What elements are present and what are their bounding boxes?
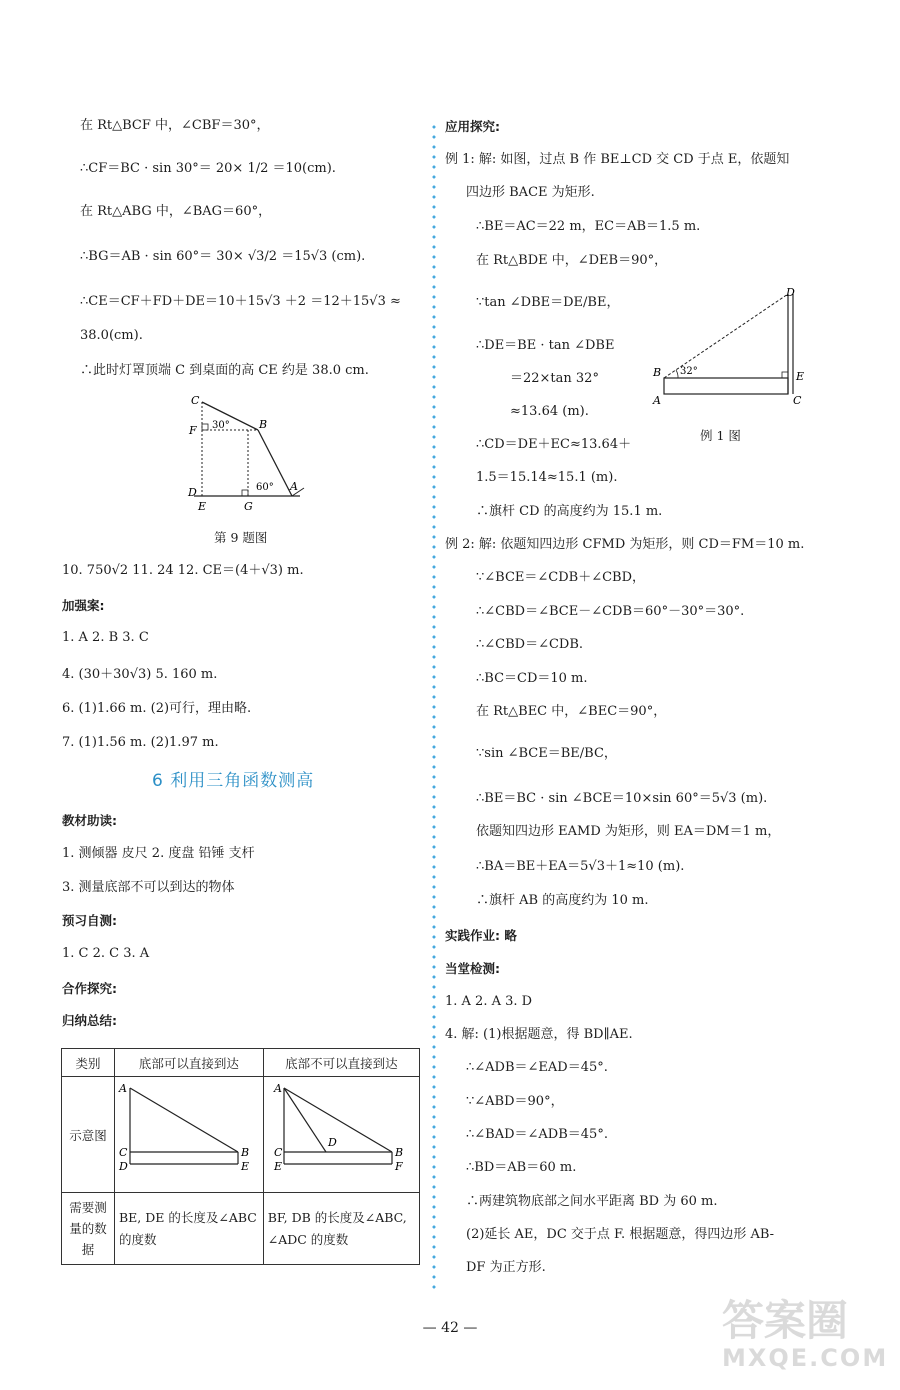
jqa-title: 加强案: bbox=[62, 598, 105, 613]
example-1-figure bbox=[648, 282, 813, 412]
dtjc-line-1: 1. A 2. A 3. D bbox=[445, 994, 533, 1009]
ex2-line-7: ∵sin ∠BCE＝BE/BC， bbox=[476, 746, 617, 761]
figure-9 bbox=[180, 392, 310, 512]
ex2-line-4: ∴∠CBD＝∠CDB. bbox=[476, 637, 584, 652]
dtjc-line-8: (2)延长 AE，DC 交于点 F. 根据题意，得四边形 AB- bbox=[466, 1227, 775, 1242]
table-cell-unreachable-data: BF, DB 的长度及∠ABC, ∠ADC 的度数 bbox=[263, 1193, 419, 1265]
table-cell-reachable-data: BE, DE 的长度及∠ABC 的度数 bbox=[115, 1193, 264, 1265]
dtjc-line-6: ∴BD＝AB＝60 m. bbox=[466, 1160, 577, 1175]
left-line-5: ∴CE＝CF＋FD＋DE＝10＋15√3 ＋2 ＝12＋15√3 ≈ bbox=[80, 294, 401, 309]
table-diagram-unreachable bbox=[266, 1078, 416, 1188]
fig9-label-a: A bbox=[290, 480, 298, 493]
summary-table bbox=[61, 1048, 420, 1265]
svg-text:B: B bbox=[395, 1146, 404, 1159]
fig9-label-e: E bbox=[198, 500, 207, 512]
ex1-line-7: ＝22×tan 32° bbox=[510, 371, 599, 386]
fig9-caption: 第 9 题图 bbox=[214, 530, 268, 545]
svg-text:C: C bbox=[274, 1146, 283, 1159]
ex1-line-1: 例 1: 解: 如图，过点 B 作 BE⊥CD 交 CD 于点 E，依题知 bbox=[445, 152, 790, 167]
ex2-line-6: 在 Rt△BEC 中，∠BEC＝90°， bbox=[476, 704, 667, 719]
svg-text:B: B bbox=[241, 1146, 250, 1159]
watermark: 答案圈 MXQE.COM bbox=[722, 1296, 889, 1372]
ex2-line-8: ∴BE＝BC · sin ∠BCE＝10×sin 60°＝5√3 (m). bbox=[476, 791, 768, 806]
ex2-line-10: ∴BA＝BE＋EA＝5√3＋1≈10 (m). bbox=[476, 859, 685, 874]
table-header-unreachable: 底部不可以直接到达 bbox=[263, 1049, 419, 1077]
table-row-data-label: 需要测量的数据 bbox=[62, 1193, 115, 1265]
answers-10-12: 10. 750√2 11. 24 12. CE＝(4＋√3) m. bbox=[62, 563, 304, 578]
jqa-line-2: 4. (30＋30√3) 5. 160 m. bbox=[62, 667, 218, 682]
left-line-2: ∴CF＝BC · sin 30°＝ 20× 1/2 ＝10(cm). bbox=[80, 161, 336, 176]
dtjc-line-7: ∴两建筑物底部之间水平距离 BD 为 60 m. bbox=[466, 1194, 718, 1209]
svg-text:B: B bbox=[653, 366, 662, 379]
column-divider bbox=[432, 122, 436, 1292]
fig9-angle-60: 60° bbox=[256, 482, 274, 493]
yxzc-title: 预习自测: bbox=[62, 913, 117, 928]
left-line-6: 38.0(cm). bbox=[80, 328, 143, 343]
sjzy: 实践作业: 略 bbox=[445, 928, 517, 943]
gnzj-title: 归纳总结: bbox=[62, 1013, 117, 1028]
ex2-line-2: ∵∠BCE＝∠CDB＋∠CBD， bbox=[476, 570, 646, 585]
ex2-line-9: 依题知四边形 EAMD 为矩形，则 EA＝DM＝1 m， bbox=[476, 824, 781, 839]
fig9-angle-30: 30° bbox=[212, 420, 230, 431]
yxzc-line: 1. C 2. C 3. A bbox=[62, 946, 150, 961]
dtjc-line-3: ∴∠ADB＝∠EAD＝45°. bbox=[466, 1060, 608, 1075]
fig9-label-d: D bbox=[188, 486, 197, 499]
svg-text:E: E bbox=[796, 370, 805, 383]
ex1-line-3: ∴BE＝AC＝22 m，EC＝AB＝1.5 m. bbox=[476, 219, 701, 234]
svg-text:E: E bbox=[274, 1160, 283, 1173]
jqa-line-1: 1. A 2. B 3. C bbox=[62, 630, 149, 645]
svg-text:A: A bbox=[653, 394, 661, 407]
dtjc-line-5: ∴∠BAD＝∠ADB＝45°. bbox=[466, 1127, 608, 1142]
svg-text:A: A bbox=[119, 1082, 128, 1095]
ex1-line-5: ∵tan ∠DBE＝DE/BE， bbox=[476, 295, 620, 310]
ex2-line-1: 例 2: 解: 依题知四边形 CFMD 为矩形，则 CD＝FM＝10 m. bbox=[445, 537, 805, 552]
page-number: — 42 — bbox=[422, 1320, 478, 1336]
fig9-label-b: B bbox=[259, 418, 268, 431]
hztj-title: 合作探究: bbox=[62, 981, 117, 996]
jczd-title: 教材助读: bbox=[62, 813, 117, 828]
fig9-label-c: C bbox=[191, 394, 200, 407]
jczd-line-1: 1. 测倾器 皮尺 2. 度盘 铅锤 支杆 bbox=[62, 846, 255, 861]
table-diagram-reachable bbox=[116, 1078, 261, 1188]
fig9-label-g: G bbox=[244, 500, 253, 512]
ex1-caption: 例 1 图 bbox=[700, 428, 741, 443]
ex1-line-11: ∴旗杆 CD 的高度约为 15.1 m. bbox=[476, 504, 663, 519]
svg-text:E: E bbox=[241, 1160, 250, 1173]
ex1-line-4: 在 Rt△BDE 中，∠DEB＝90°， bbox=[476, 253, 668, 268]
ex2-line-11: ∴旗杆 AB 的高度约为 10 m. bbox=[476, 893, 649, 908]
svg-text:C: C bbox=[119, 1146, 128, 1159]
table-row-diagram-label: 示意图 bbox=[62, 1077, 115, 1193]
ex1-line-8: ≈13.64 (m). bbox=[510, 404, 589, 419]
ex1-line-9: ∴CD＝DE＋EC≈13.64＋ bbox=[476, 437, 632, 452]
fig9-label-f: F bbox=[189, 424, 197, 437]
svg-text:D: D bbox=[786, 286, 795, 299]
jqa-line-4: 7. (1)1.56 m. (2)1.97 m. bbox=[62, 735, 219, 750]
jqa-line-3: 6. (1)1.66 m. (2)可行，理由略. bbox=[62, 701, 252, 716]
dtjc-line-9: DF 为正方形. bbox=[466, 1260, 546, 1275]
ex1-angle: 32° bbox=[680, 366, 698, 377]
svg-text:F: F bbox=[395, 1160, 403, 1173]
left-line-7: ∴此时灯罩顶端 C 到桌面的高 CE 约是 38.0 cm. bbox=[80, 363, 369, 378]
ex1-line-2: 四边形 BACE 为矩形. bbox=[466, 185, 595, 200]
svg-text:D: D bbox=[328, 1136, 338, 1149]
svg-text:C: C bbox=[793, 394, 802, 407]
left-line-1: 在 Rt△BCF 中，∠CBF＝30°， bbox=[80, 118, 270, 133]
left-line-3: 在 Rt△ABG 中，∠BAG＝60°， bbox=[80, 204, 272, 219]
dtjc-title: 当堂检测: bbox=[445, 961, 500, 976]
svg-text:A: A bbox=[274, 1082, 283, 1095]
ex2-line-5: ∴BC＝CD＝10 m. bbox=[476, 671, 588, 686]
yytj-title: 应用探究: bbox=[445, 119, 500, 134]
table-header-reachable: 底部可以直接到达 bbox=[115, 1049, 264, 1077]
ex1-line-6: ∴DE＝BE · tan ∠DBE bbox=[476, 338, 615, 353]
dtjc-line-4: ∵∠ABD＝90°， bbox=[466, 1094, 564, 1109]
ex1-line-10: 1.5＝15.14≈15.1 (m). bbox=[476, 470, 618, 485]
dtjc-line-2: 4. 解: (1)根据题意，得 BD∥AE. bbox=[445, 1027, 633, 1042]
left-line-4: ∴BG＝AB · sin 60°＝ 30× √3/2 ＝15√3 (cm). bbox=[80, 249, 366, 264]
ex2-line-3: ∴∠CBD＝∠BCE－∠CDB＝60°－30°＝30°. bbox=[476, 604, 745, 619]
table-header-category: 类别 bbox=[62, 1049, 115, 1077]
svg-text:D: D bbox=[119, 1160, 129, 1173]
section-title: 6 利用三角函数测高 bbox=[152, 771, 315, 791]
jczd-line-2: 3. 测量底部不可以到达的物体 bbox=[62, 880, 235, 895]
